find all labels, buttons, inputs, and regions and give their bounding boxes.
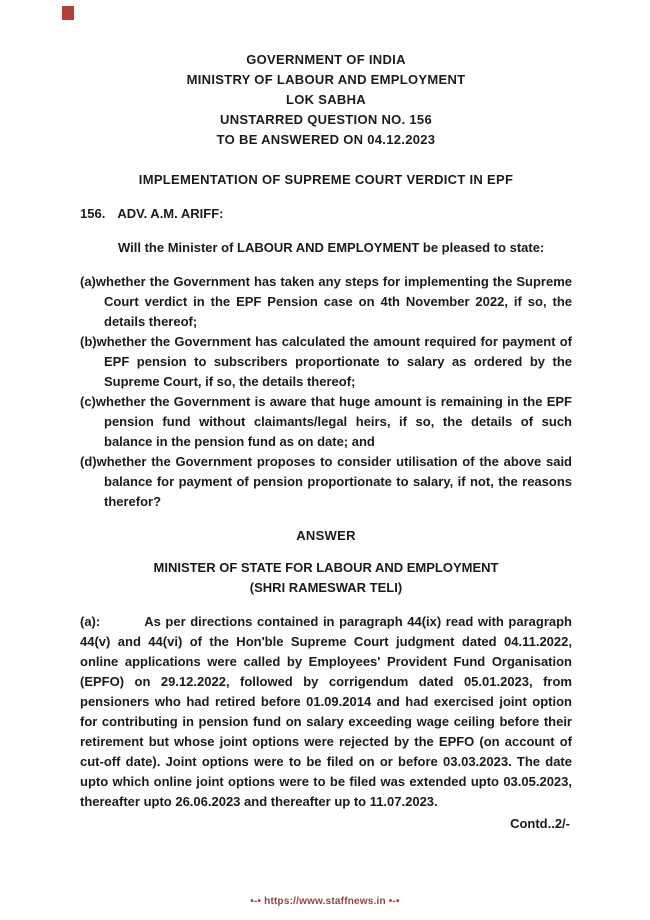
question-item-a (80, 272, 572, 332)
header-ministry: MINISTRY OF LABOUR AND EMPLOYMENT (186, 72, 466, 87)
question-item-d (80, 452, 572, 512)
answer-text: As per directions contained in paragraph 44(ix) read with paragraph 44(v) and 44(vi) of the Hon'ble Supreme Court judgment dated 04.11.2022, online applications were called by Employees' Provident Fund Organisation (EPFO) on 29.12.2022, followed by corrigendum dated 05.01.2023, from pensioners who had retired before 01.09.2014 and had exercised joint option for contributing in pension fund on salary exceeding wage ceiling before their retirement but whose joint options were rejected by the EPFO (on account of cut-off date). Joint options were to be filed on or before 03.03.2023. The date upto which online joint options were to be filed was extended upto 03.05.2023, thereafter upto 26.06.2023 and thereafter up to 11.07.2023. (80, 614, 572, 809)
continuation-marker: Contd..2/- (510, 816, 570, 831)
document-title: IMPLEMENTATION OF SUPREME COURT VERDICT IN EPF (138, 172, 514, 187)
answer-heading: ANSWER (296, 528, 356, 543)
footer-watermark-url: •-• https://www.staffnews.in •-• (250, 896, 400, 907)
question-text: whether the Government is aware that huge amount is remaining in the EPF pension fund without claimants/legal heirs, if so, the details of such balance in the pension fund as on date; and (95, 394, 572, 449)
question-label: (c) (80, 394, 96, 409)
minister-name: (SHRI RAMESWAR TELI) (249, 580, 403, 595)
header-government: GOVERNMENT OF INDIA (246, 52, 406, 67)
header-answer-date: TO BE ANSWERED ON 04.12.2023 (216, 132, 436, 147)
question-label: (b) (80, 334, 97, 349)
question-intro: Will the Minister of LABOUR AND EMPLOYMENT be pleased to state: (118, 240, 545, 255)
header-house: LOK SABHA (286, 92, 366, 107)
question-number: 156. (80, 206, 106, 221)
header-question-no: UNSTARRED QUESTION NO. 156 (220, 112, 432, 127)
question-list (80, 272, 572, 512)
question-text: whether the Government has calculated the amount required for payment of EPF pension to subscribers proportionate to salary as ordered by the Supreme Court, if so, the details thereof; (96, 334, 572, 389)
question-text: whether the Government proposes to consider utilisation of the above said balance for payment of pension proportionate to salary, if not, the reasons therefor? (96, 454, 572, 509)
minister-title: MINISTER OF STATE FOR LABOUR AND EMPLOYMENT (153, 560, 499, 575)
red-corner-mark (62, 6, 74, 20)
question-item-b (80, 332, 572, 392)
question-label: (a) (80, 274, 96, 289)
question-number-line (80, 204, 572, 224)
question-item-c (80, 392, 572, 452)
question-label: (d) (80, 454, 97, 469)
answer-label: (a): (80, 614, 101, 629)
answer-paragraph (80, 612, 572, 812)
question-text: whether the Government has taken any steps for implementing the Supreme Court verdict in the EPF Pension case on 4th November 2022, if so, the details thereof; (95, 274, 572, 329)
member-name: ADV. A.M. ARIFF: (117, 206, 224, 221)
minister-block (80, 558, 572, 598)
document-header (80, 50, 572, 150)
